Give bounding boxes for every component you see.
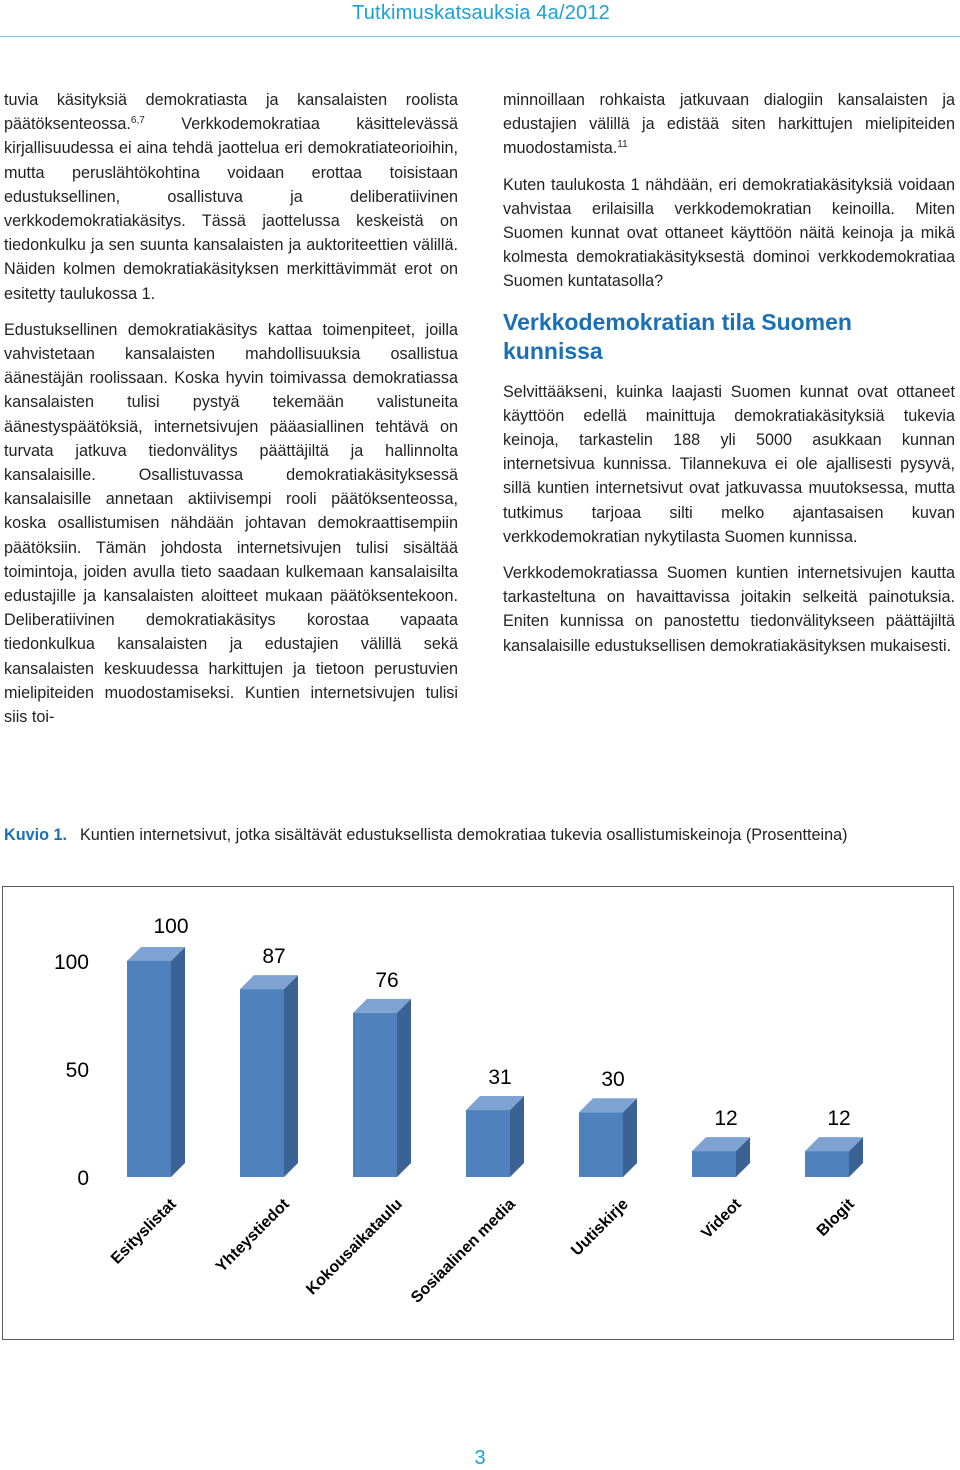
data-label: 12: [827, 1107, 851, 1131]
right-paragraph-2: Kuten taulukosta 1 nähdään, eri demokratiakäsityksiä voidaan vahvistaa erilaisilla verkkodemokratian keinoilla. Miten Suomen kunnat ovat ottaneet käyttöön näitä keinoja ja mikä kolmesta demokratiakäsityksestä dominoi verkkodemokratiaa Suomen kuntatasolla?: [503, 175, 955, 291]
bar: [240, 989, 284, 1177]
x-tick-label: Kokousaikataulu: [303, 1195, 406, 1299]
left-paragraph-2: Edustuksellinen demokratiakäsitys kattaa toimenpiteet, joilla vahvistetaan kansalaisten mahdollisuuksia osallistua äänestäjän roolissaan. Koska hyvin toimivassa demokratiassa kansalaisten tulisi pystyä tekemään valistuneita äänestyspäätöksiä, internetsivujen pääasiallinen tehtävä on turvata jatkuva tiedonvälitys päättäjiltä ja hallinnolta kansalaisille. Osallistuvassa demokratiakäsityksessä kansalaisille annetaan aktiivisempi rooli päätöksenteossa, koska osallistumisen nähdään johtavan demokraattisempiin päätöksiin. Tämän johdosta internetsivujen tulisi sisältää toimintoja, joiden avulla tieto saadaan kulkemaan kansalaisilta edustajille ja kansalaisten aloitteet mukaan päätöksentekoon. Deliberatiivinen demokratiakäsitys korostaa vapaata tiedonkulkua kansalaisten ja edustajien välillä sekä kansalaisten keskuudessa harkittujen ja tietoon perustuvien mielipiteiden muodostamiseksi. Kuntien internetsivujen tulisi siis toi-: [4, 320, 458, 727]
section-heading: Verkkodemokratian tila Suomen kunnissa: [503, 308, 852, 364]
figure-caption-text: Kuntien internetsivut, jotka sisältävät edustuksellista demokratiaa tukevia osallistumiskeinoja (Prosentteina): [80, 826, 848, 844]
x-tick-label: Blogit: [813, 1195, 858, 1240]
bar-side: [510, 1096, 524, 1177]
bar-side: [171, 947, 185, 1177]
x-tick-label: Uutiskirje: [568, 1195, 632, 1260]
y-tick-label: 0: [77, 1167, 89, 1190]
left-paragraph-1: [4, 88, 458, 306]
bar: [466, 1110, 510, 1177]
data-label: 76: [375, 968, 399, 992]
bar: [127, 961, 171, 1177]
x-tick-label: Videot: [698, 1195, 745, 1243]
running-header: Tutkimuskatsauksia 4a/2012: [352, 2, 610, 24]
right-paragraph-4: Verkkodemokratiassa Suomen kuntien internetsivujen kautta tarkasteltuna on havaittavissa joitakin selkeitä painotuksia. Eniten kunnissa on panostettu tiedonvälitykseen päättäjiltä kansalaisille edustuksellisen demokratiakäsityksen mukaisesti.: [503, 564, 955, 655]
x-tick-label: Esityslistat: [108, 1195, 180, 1268]
x-tick-label: Sosiaalinen media: [408, 1195, 519, 1307]
page-number: 3: [474, 1447, 486, 1469]
left-p1-text-a: tuvia käsityksiä demokratiasta ja kansalaisten roolista päätöksenteossa.: [4, 91, 458, 134]
figure-caption: [4, 823, 954, 847]
bar-side: [397, 999, 411, 1177]
bar: [692, 1151, 736, 1177]
chart-frame: [2, 886, 954, 1340]
right-paragraph-1: [503, 88, 955, 161]
data-label: 12: [714, 1107, 738, 1131]
right-column: [503, 88, 955, 670]
footnote-ref-11[interactable]: 11: [617, 139, 628, 151]
right-p1-text: minnoillaan rohkaista jatkuvaan dialogiin kansalaisten ja edustajien välillä ja edistää siten harkittujen mielipiteiden muodostamista.: [503, 91, 955, 158]
y-tick-label: 100: [53, 951, 89, 974]
left-p1-text-b: Verkkodemokratiaa käsittelevässä kirjallisuudessa ei aina tehdä jaottelua eri demokratiateorioihin, mutta peruslähtökohtina voidaan erottaa toisistaan edustuksellinen, osallistuva ja deliberatiivinen verkkodemokratiakäsitys. Tässä jaottelussa keskeistä on tiedonkulku ja sen suunta kansalaisten ja auktoriteettien välillä. Näiden kolmen demokratiakäsityksen merkittävimmät erot on esitetty taulukossa 1.: [4, 115, 458, 303]
bar: [579, 1112, 623, 1177]
data-label: 31: [488, 1066, 512, 1090]
figure-label: Kuvio 1.: [4, 826, 67, 844]
bar-side: [284, 975, 298, 1177]
bar: [805, 1151, 849, 1177]
data-label: 30: [601, 1068, 625, 1092]
right-paragraph-3: Selvittääkseni, kuinka laajasti Suomen kunnat ovat ottaneet käyttöön edellä mainittuja demokratiakäsityksiä tukevia keinoja, tarkastelin 188 yli 5000 asukkaan kunnan internetsivua kunnissa. Tilannekuva ei ole ajallisesti pysyvä, sillä kuntien internetsivut ovat jatkuvassa muutoksessa, mutta tutkimus tarjoaa silti melko ajantasaisen kuvan verkkodemokratian nykytilasta Suomen kunnissa.: [503, 382, 955, 546]
x-tick-label: Yhteystiedot: [212, 1195, 293, 1276]
header-rule: [0, 36, 960, 37]
y-tick-label: 50: [65, 1059, 89, 1082]
bar: [353, 1013, 397, 1177]
footnote-ref-6-7[interactable]: 6,7: [130, 115, 145, 127]
left-column: [4, 88, 458, 741]
data-label: 100: [153, 915, 189, 938]
data-label: 87: [262, 945, 286, 969]
bar-chart: [3, 887, 955, 1341]
